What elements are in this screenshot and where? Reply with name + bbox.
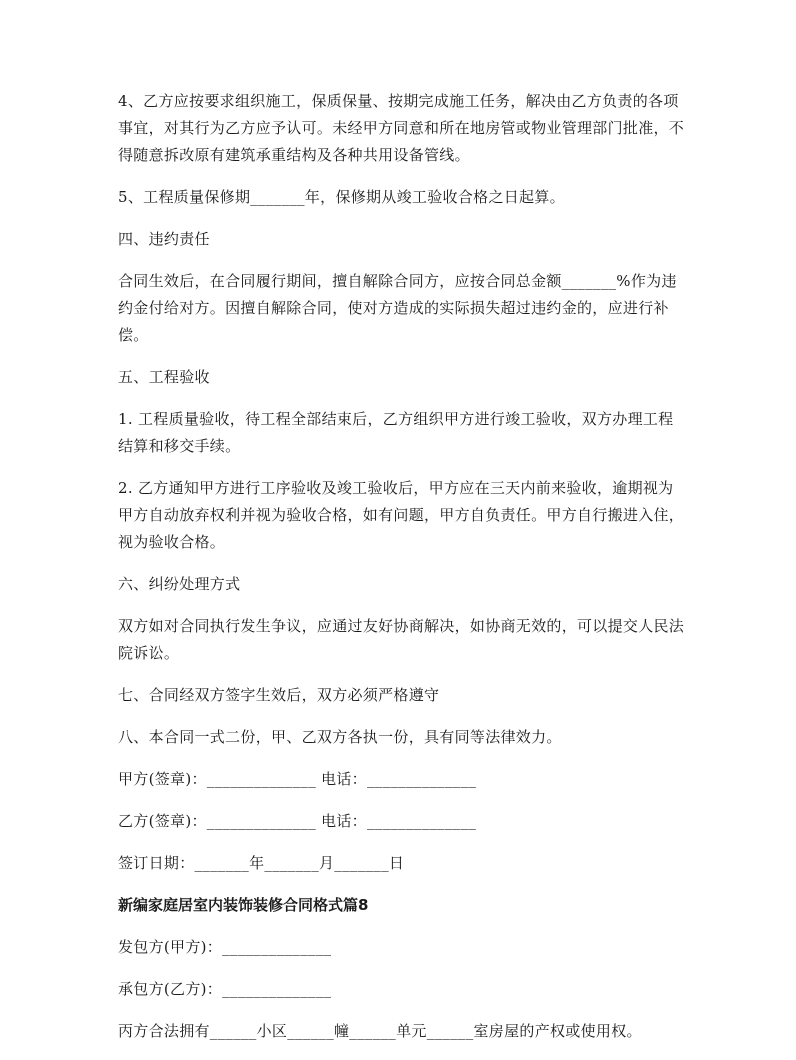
employer-line: 发包方(甲方)：______________ bbox=[118, 938, 332, 956]
party-b-signature-line: 乙方(签章)：______________ 电话：______________ bbox=[118, 812, 477, 830]
section-4-title: 四、违约责任 bbox=[118, 230, 210, 248]
acceptance-item-2: 2. 乙方通知甲方进行工序验收及竣工验收后，甲方应在三天内前来验收，逾期视为甲方自动放弃权利并视为验收合格，如有问题，甲方自负责任。甲方自行搬进入住，视为验收合格。 bbox=[118, 479, 685, 551]
section-heading: 新编家庭居室内装饰装修合同格式篇8 bbox=[118, 896, 369, 914]
party-a-signature-line: 甲方(签章)：______________ 电话：______________ bbox=[118, 770, 477, 788]
section-7-paragraph: 七、合同经双方签字生效后，双方必须严格遵守 bbox=[118, 686, 440, 704]
signing-date-line: 签订日期：_______年_______月_______日 bbox=[118, 854, 405, 872]
acceptance-item-1: 1. 工程质量验收，待工程全部结束后，乙方组织甲方进行竣工验收，双方办理工程结算和移交手续。 bbox=[118, 410, 674, 455]
section-5-title: 五、工程验收 bbox=[118, 368, 210, 386]
clause-5-paragraph: 5、工程质量保修期_______年，保修期从竣工验收合格之日起算。 bbox=[118, 188, 565, 206]
document-page bbox=[118, 88, 686, 1060]
dispute-paragraph: 双方如对合同执行发生争议，应通过友好协商解决，如协商无效的，可以提交人民法院诉讼。 bbox=[118, 617, 685, 662]
breach-paragraph: 合同生效后，在合同履行期间，擅自解除合同方，应按合同总金额_______%作为违约金付给对方。因擅自解除合同，使对方造成的实际损失超过违约金的，应进行补偿。 bbox=[118, 272, 677, 344]
contractor-line: 承包方(乙方)：______________ bbox=[118, 980, 332, 998]
section-8-paragraph: 八、本合同一式二份，甲、乙双方各执一份，具有同等法律效力。 bbox=[118, 728, 562, 746]
party-c-ownership-line: 丙方合法拥有______小区______幢______单元______室房屋的产权或使用权。 bbox=[118, 1022, 642, 1040]
clause-4-paragraph: 4、乙方应按要求组织施工，保质保量、按期完成施工任务，解决由乙方负责的各项事宜，对其行为乙方应予认可。未经甲方同意和所在地房管或物业管理部门批准，不得随意拆改原有建筑承重结构及各种共用设备管线。 bbox=[118, 92, 685, 164]
section-6-title: 六、纠纷处理方式 bbox=[118, 575, 241, 593]
